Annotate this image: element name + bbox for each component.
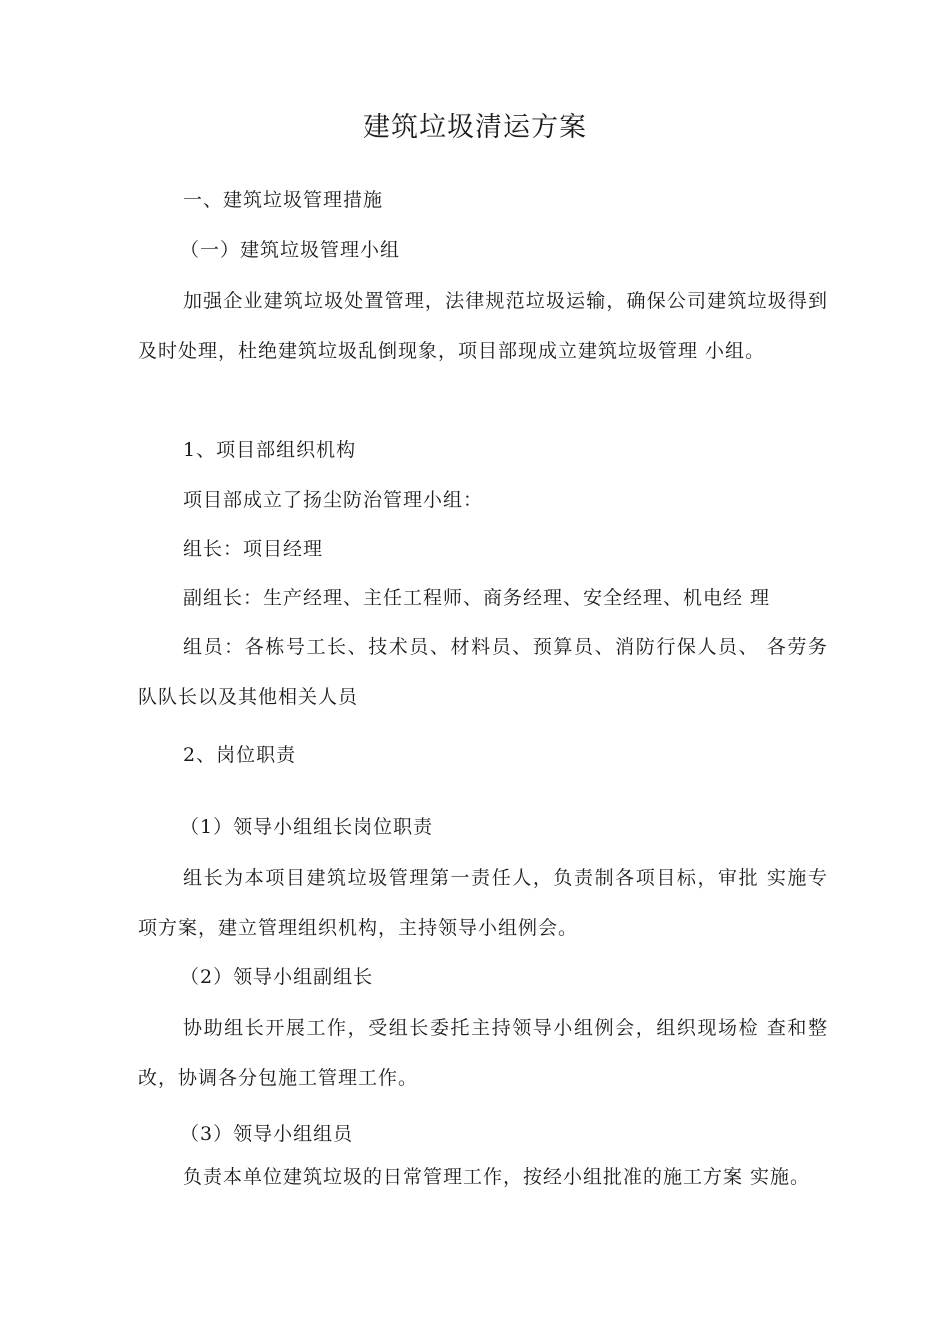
subsection-heading: （一）建筑垃圾管理小组 (180, 239, 401, 261)
members-paragraph: 组员：各栋号工长、技术员、材料员、预算员、消防行保人员、 各劳务队队长以及其他相关人员 (138, 636, 828, 708)
duty-leader-heading: （1）领导小组组长岗位职责 (180, 816, 434, 838)
duty-members-heading: （3）领导小组组员 (180, 1123, 354, 1145)
duty-leader-paragraph: 组长为本项目建筑垃圾管理第一责任人，负责制各项目标，审批 实施专项方案，建立管理组织机构，主持领导小组例会。 (138, 867, 828, 939)
duties-heading: 2、岗位职责 (183, 744, 297, 766)
duty-deputy-heading: （2）领导小组副组长 (180, 966, 374, 988)
leader-line: 组长：项目经理 (183, 538, 324, 560)
deputy-leader-line: 副组长：生产经理、主任工程师、商务经理、安全经理、机电经 理 (183, 587, 771, 609)
org-structure-line: 项目部成立了扬尘防治管理小组： (183, 489, 484, 511)
document-title: 建筑垃圾清运方案 (363, 112, 587, 143)
duty-members-paragraph: 负责本单位建筑垃圾的日常管理工作，按经小组批准的施工方案 实施。 (183, 1166, 811, 1188)
intro-paragraph: 加强企业建筑垃圾处置管理，法律规范垃圾运输，确保公司建筑垃圾得到及时处理，杜绝建筑垃圾乱倒现象，项目部现成立建筑垃圾管理 小组。 (138, 290, 828, 362)
duty-deputy-paragraph: 协助组长开展工作，受组长委托主持领导小组例会，组织现场检 查和整改，协调各分包施工管理工作。 (138, 1017, 828, 1089)
section-heading: 一、建筑垃圾管理措施 (183, 189, 384, 211)
org-structure-heading: 1、项目部组织机构 (183, 439, 357, 461)
